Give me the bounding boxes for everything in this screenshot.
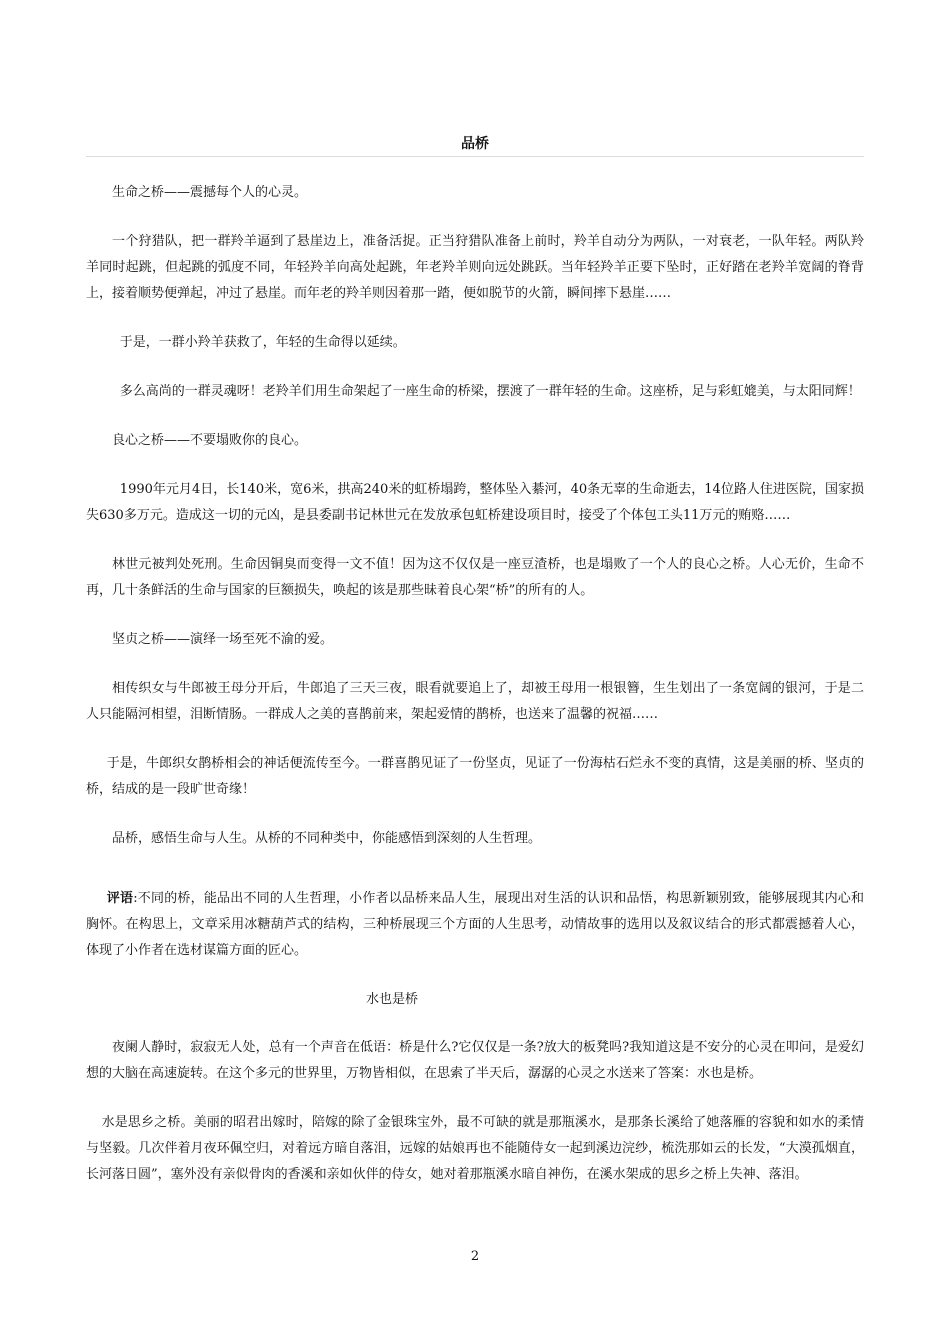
document-title: 品桥 — [461, 136, 489, 152]
document-page — [86, 0, 864, 1344]
paragraph: 良心之桥——不要塌败你的良心。 — [112, 433, 308, 448]
paragraph: 相传织女与牛郎被王母分开后，牛郎追了三天三夜，眼看就要追上了，却被王母用一根银簪，生生划出了一条宽阔的银河，于是二人只能隔河相望，泪断情肠。一群成人之美的喜鹊前来，架起爱情的鹊桥，也送来了温馨的祝福…… — [86, 681, 864, 722]
paragraph: 坚贞之桥——演绎一场至死不渝的爱。 — [112, 632, 334, 647]
paragraph: 夜阑人静时，寂寂无人处，总有一个声音在低语：桥是什么?它仅仅是一条?放大的板凳吗?我知道这是不安分的心灵在叩问，是爱幻想的大脑在高速旋转。在这个多元的世界里，万物皆相似，在思索了半天后，潺潺的心灵之水送来了答案：水也是桥。 — [86, 1040, 864, 1081]
comment-label: 评语 — [106, 891, 134, 906]
section-subtitle: 水也是桥 — [366, 992, 419, 1007]
paragraph: 林世元被判处死刑。生命因铜臭而变得一文不值！因为这不仅仅是一座豆渣桥，也是塌败了一个人的良心之桥。人心无价，生命不再，几十条鲜活的生命与国家的巨额损失，唤起的该是那些昧着良心架“桥”的所有的人。 — [86, 557, 864, 598]
title-divider — [86, 156, 864, 157]
page-number: 2 — [470, 1249, 480, 1264]
paragraph: 品桥，感悟生命与人生。从桥的不同种类中，你能感悟到深刻的人生哲理。 — [112, 831, 542, 846]
comment-text: :不同的桥，能品出不同的人生哲理，小作者以品桥来品人生，展现出对生活的认识和品悟，构思新颖别致，能够展现其内心和胸怀。在构思上，文章采用冰糖葫芦式的结构，三种桥展现三个方面的人生思考，动情故事的选用以及叙议结合的形式都震撼着人心，体现了小作者在选材谋篇方面的匠心。 — [86, 891, 864, 958]
paragraph: 水是思乡之桥。美丽的昭君出嫁时，陪嫁的除了金银珠宝外，最不可缺的就是那瓶溪水，是那条长溪给了她落雁的容貌和如水的柔情与坚毅。几次伴着月夜环佩空归，对着远方暗自落泪，远嫁的姑娘再也不能随侍女一起到溪边浣纱，梳洗那如云的长发，“大漠孤烟直，长河落日圆”，塞外没有亲似骨肉的香溪和亲如伙伴的侍女，她对着那瓶溪水暗自神伤，在溪水架成的思乡之桥上失神、落泪。 — [86, 1115, 864, 1182]
paragraph: 多么高尚的一群灵魂呀！老羚羊们用生命架起了一座生命的桥梁，摆渡了一群年轻的生命。这座桥，足与彩虹媲美，与太阳同辉！ — [119, 384, 861, 399]
comment-paragraph — [86, 886, 864, 964]
paragraph: 于是，一群小羚羊获救了，年轻的生命得以延续。 — [119, 335, 406, 350]
document-body — [86, 180, 864, 1211]
paragraph: 于是，牛郎织女鹊桥相会的神话便流传至今。一群喜鹊见证了一份坚贞，见证了一份海枯石烂永不变的真情，这是美丽的桥、坚贞的桥，结成的是一段旷世奇缘！ — [86, 756, 864, 797]
paragraph: 1990年元月4日，长140米，宽6米，拱高240米的虹桥塌跨，整体坠入綦河，40条无辜的生命逝去，14位路人住进医院，国家损失630多万元。造成这一切的元凶，是县委副书记林世元在发放承包虹桥建设项目时，接受了个体包工头11万元的贿赂…… — [86, 482, 864, 523]
paragraph: 生命之桥——震撼每个人的心灵。 — [112, 185, 308, 200]
paragraph: 一个狩猎队，把一群羚羊逼到了悬崖边上，准备活捉。正当狩猎队准备上前时，羚羊自动分为两队，一对衰老，一队年轻。两队羚羊同时起跳，但起跳的弧度不同，年轻羚羊向高处起跳，年老羚羊则向远处跳跃。当年轻羚羊正要下坠时，正好踏在老羚羊宽阔的脊背上，接着顺势便弹起，冲过了悬崖。而年老的羚羊则因着那一踏，便如脱节的火箭，瞬间摔下悬崖…… — [86, 234, 864, 301]
